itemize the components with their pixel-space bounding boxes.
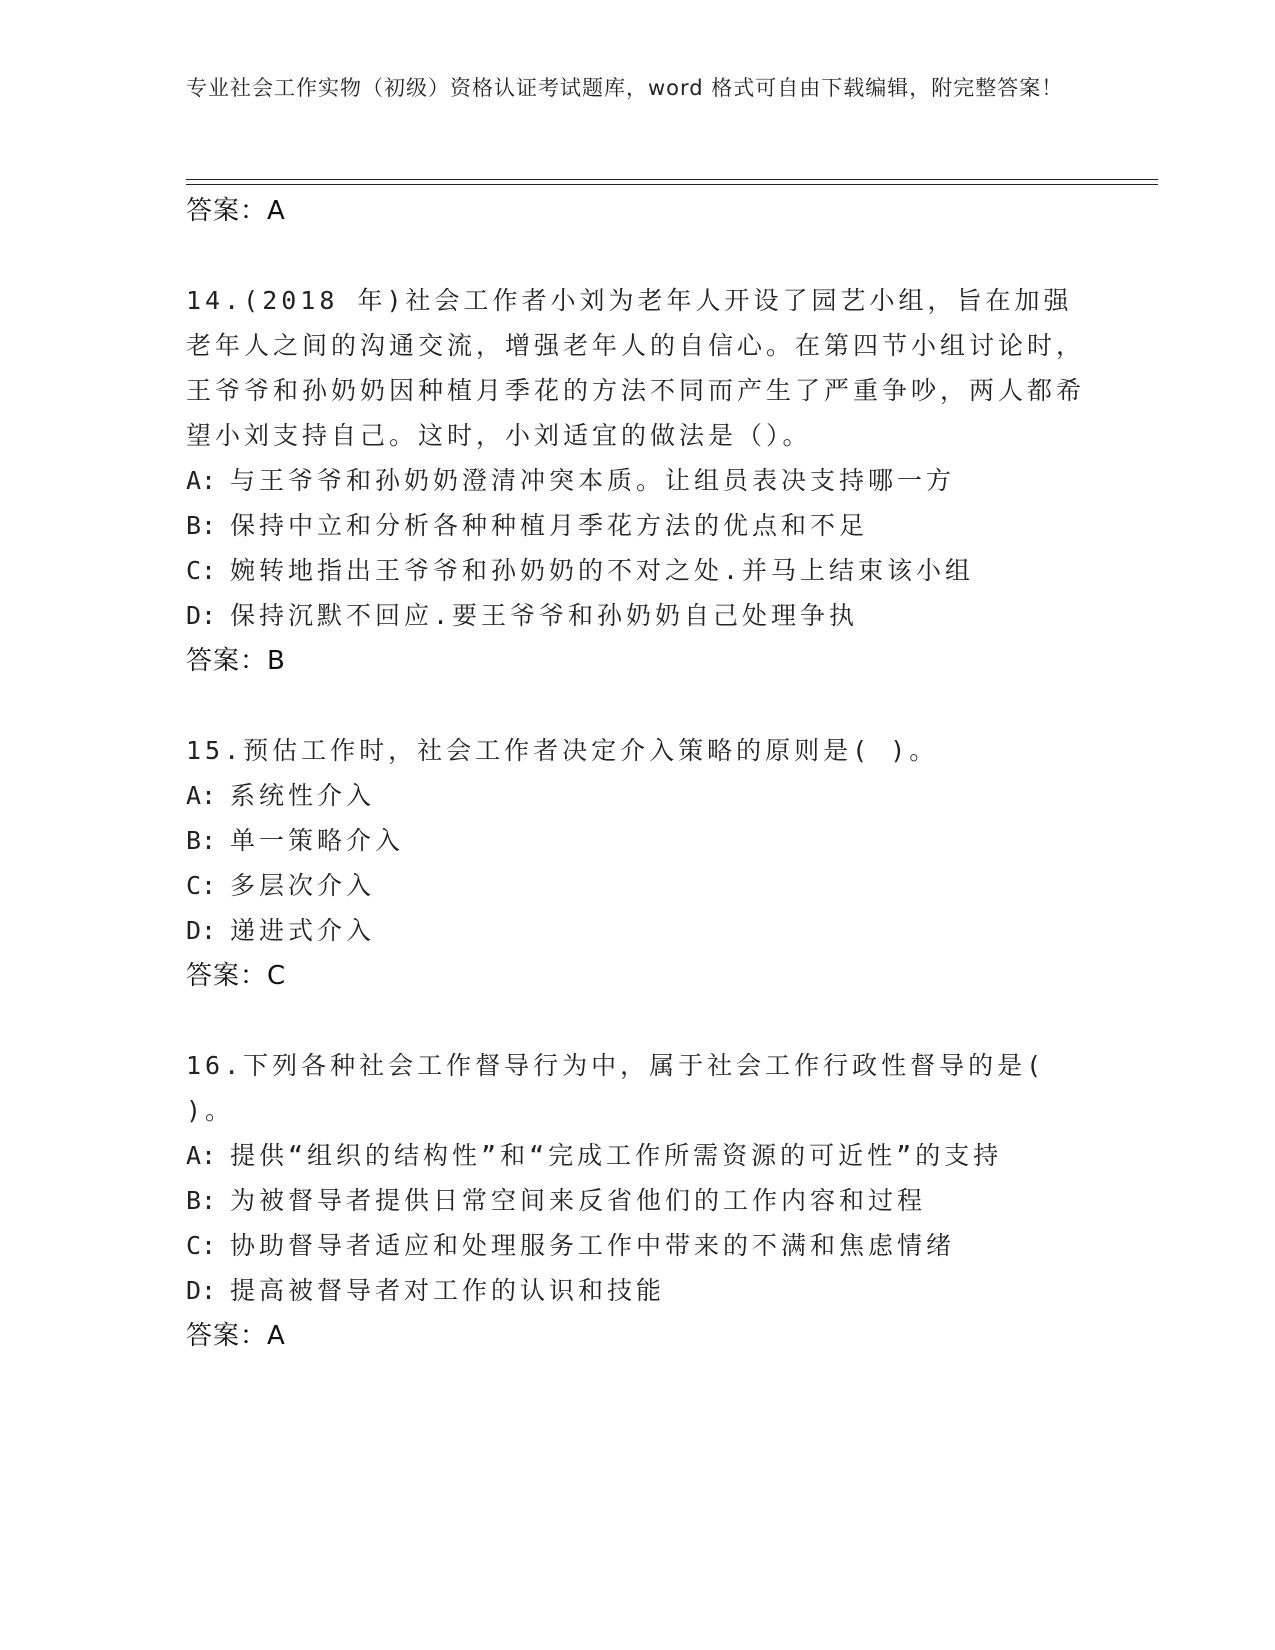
option-c <box>186 863 1086 908</box>
document-body <box>186 188 1086 1359</box>
option-text: 协助督导者适应和处理服务工作中带来的不满和焦虑情绪 <box>230 1231 956 1260</box>
option-text: 提供“组织的结构性”和“完成工作所需资源的可近性”的支持 <box>230 1141 1003 1170</box>
option-b <box>186 1178 1086 1223</box>
option-key: B: <box>186 1186 217 1215</box>
question-text: 16.下列各种社会工作督导行为中，属于社会工作行政性督导的是( )。 <box>186 1051 1046 1125</box>
question-text: 15.预估工作时，社会工作者决定介入策略的原则是( )。 <box>186 736 939 765</box>
question-14 <box>186 278 1086 684</box>
option-key: D: <box>186 916 217 945</box>
option-key: D: <box>186 601 217 630</box>
option-text: 保持中立和分析各种种植月季花方法的优点和不足 <box>230 511 869 540</box>
option-c <box>186 548 1086 593</box>
question-16 <box>186 1043 1086 1359</box>
option-key: C: <box>186 1231 217 1260</box>
option-text: 递进式介入 <box>230 916 376 945</box>
option-a <box>186 773 1086 818</box>
option-d <box>186 1268 1086 1313</box>
option-key: C: <box>186 556 217 585</box>
option-text: 多层次介入 <box>230 871 376 900</box>
option-text: 保持沉默不回应.要王爷爷和孙奶奶自己处理争执 <box>230 601 859 630</box>
option-b <box>186 503 1086 548</box>
header-divider <box>186 179 1158 180</box>
option-b <box>186 818 1086 863</box>
option-c <box>186 1223 1086 1268</box>
option-text: 单一策略介入 <box>230 826 405 855</box>
option-key: B: <box>186 511 217 540</box>
page-header: 专业社会工作实物（初级）资格认证考试题库，word 格式可自由下载编辑，附完整答案！ <box>186 76 1064 100</box>
answer: 答案：A <box>186 1321 286 1351</box>
option-text: 为被督导者提供日常空间来反省他们的工作内容和过程 <box>230 1186 927 1215</box>
option-a <box>186 1133 1086 1178</box>
answer: 答案：C <box>186 961 287 991</box>
option-d <box>186 908 1086 953</box>
option-a <box>186 458 1086 503</box>
option-text: 系统性介入 <box>230 781 376 810</box>
option-key: A: <box>186 781 217 810</box>
option-text: 与王爷爷和孙奶奶澄清冲突本质。让组员表决支持哪一方 <box>230 466 956 495</box>
option-d <box>186 593 1086 638</box>
option-text: 提高被督导者对工作的认识和技能 <box>230 1276 666 1305</box>
option-key: A: <box>186 466 217 495</box>
question-15 <box>186 728 1086 999</box>
answer-previous: 答案：A <box>186 196 286 226</box>
question-text: 14.(2018 年)社会工作者小刘为老年人开设了园艺小组，旨在加强老年人之间的沟通交流，增强老年人的自信心。在第四节小组讨论时，王爷爷和孙奶奶因种植月季花的方法不同而产生了严重争吵，两人都希望小刘支持自己。这时，小刘适宜的做法是（）。 <box>186 286 1086 450</box>
option-key: B: <box>186 826 217 855</box>
answer: 答案：B <box>186 646 286 676</box>
option-key: A: <box>186 1141 217 1170</box>
option-key: D: <box>186 1276 217 1305</box>
option-key: C: <box>186 871 217 900</box>
option-text: 婉转地指出王爷爷和孙奶奶的不对之处.并马上结束该小组 <box>230 556 975 585</box>
header-divider-double <box>186 184 1158 185</box>
